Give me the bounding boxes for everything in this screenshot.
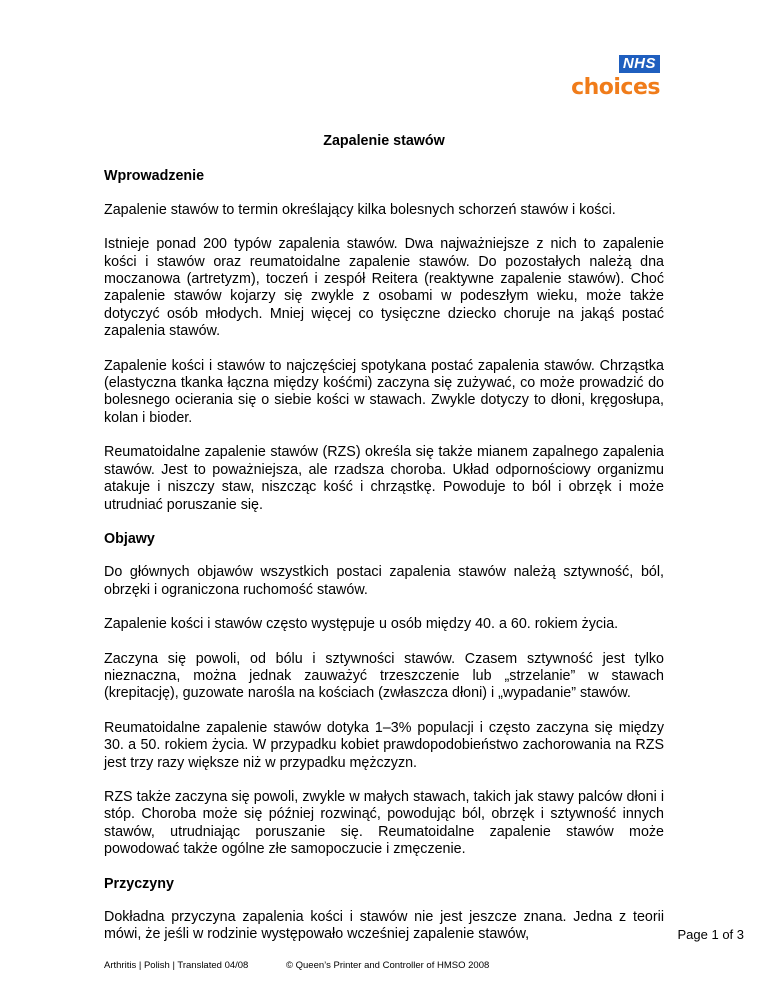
footer-document-info: Arthritis | Polish | Translated 04/08: [104, 960, 249, 971]
section-heading-symptoms: Objawy: [104, 530, 155, 547]
page-number: Page 1 of 3: [677, 927, 744, 942]
document-body: [104, 133, 664, 961]
paragraph: RZS także zaczyna się powoli, zwykle w małych stawach, takich jak stawy palców dłoni i stóp. Choroba może się później rozwinąć, powodując ból, obrzęk i sztywność innych stawów, utrudniając poruszanie się. Reumatoidalne zapalenie stawów może powodować także ogólne złe samopoczucie i zmęczenie.: [104, 788, 664, 858]
paragraph: Istnieje ponad 200 typów zapalenia stawów. Dwa najważniejsze z nich to zapalenie kości i stawów oraz reumatoidalne zapalenie stawów. Do pozostałych należą dna moczanowa (artretyzm), toczeń i zespół Reitera (reaktywne zapalenie stawów). Choć zapalenie stawów kojarzy się zwykle z osobami w podeszłym wieku, może także dotyczyć osób młodych. Mniej więcej co tysięczne dziecko choruje na jakąś postać zapalenia stawów.: [104, 236, 664, 340]
nhs-choices-logo: [556, 55, 660, 101]
section-heading-intro: Wprowadzenie: [104, 168, 205, 185]
paragraph: Zapalenie stawów to termin określający kilka bolesnych schorzeń stawów i kości.: [104, 201, 616, 218]
nhs-logo: NHS: [619, 55, 660, 73]
paragraph: Zapalenie kości i stawów to najczęściej spotykana postać zapalenia stawów. Chrząstka (elastyczna tkanka łączna między kośćmi) zaczyna się zużywać, co może prowadzić do bolesnego ocierania się o siebie kości w stawach. Zwykle dotyczy to dłoni, kręgosłupa, kolan i bioder.: [104, 357, 664, 426]
paragraph: Do głównych objawów wszystkich postaci zapalenia stawów należą sztywność, ból, obrzęki i ograniczona ruchomość stawów.: [104, 564, 664, 598]
paragraph: Zapalenie kości i stawów często występuje u osób między 40. a 60. rokiem życia.: [104, 616, 619, 633]
choices-logo-text: choices: [571, 75, 660, 100]
paragraph: Dokładna przyczyna zapalenia kości i stawów nie jest jeszcze znana. Jedna z teorii mówi, że jeśli w rodzinie występowało wcześniej zapalenie stawów,: [104, 909, 664, 943]
paragraph: Reumatoidalne zapalenie stawów (RZS) określa się także mianem zapalnego zapalenia stawów. Jest to poważniejsza, ale rzadsza choroba. Układ odpornościowy organizmu atakuje i niszczy staw, niszcząc kość i chrząstkę. Powoduje to ból i obrzęk i może utrudniać poruszanie się.: [104, 444, 664, 513]
document-title: Zapalenie stawów: [323, 133, 445, 149]
paragraph: Reumatoidalne zapalenie stawów dotyka 1–3% populacji i często zaczyna się między 30. a 50. rokiem życia. W przypadku kobiet prawdopodobieństwo zachorowania na RZS jest trzy razy większe niż w przypadku mężczyzn.: [104, 719, 664, 771]
section-heading-causes: Przyczyny: [104, 875, 174, 892]
paragraph: Zaczyna się powoli, od bólu i sztywności stawów. Czasem sztywność jest tylko nieznaczna, można jednak zauważyć trzeszczenie lub „strzelanie” w stawach (krepitację), guzowate narośla na kościach (zwłaszcza dłoni) i „wypadanie” stawów.: [104, 650, 664, 702]
footer-copyright: © Queen’s Printer and Controller of HMSO 2008: [286, 960, 490, 971]
